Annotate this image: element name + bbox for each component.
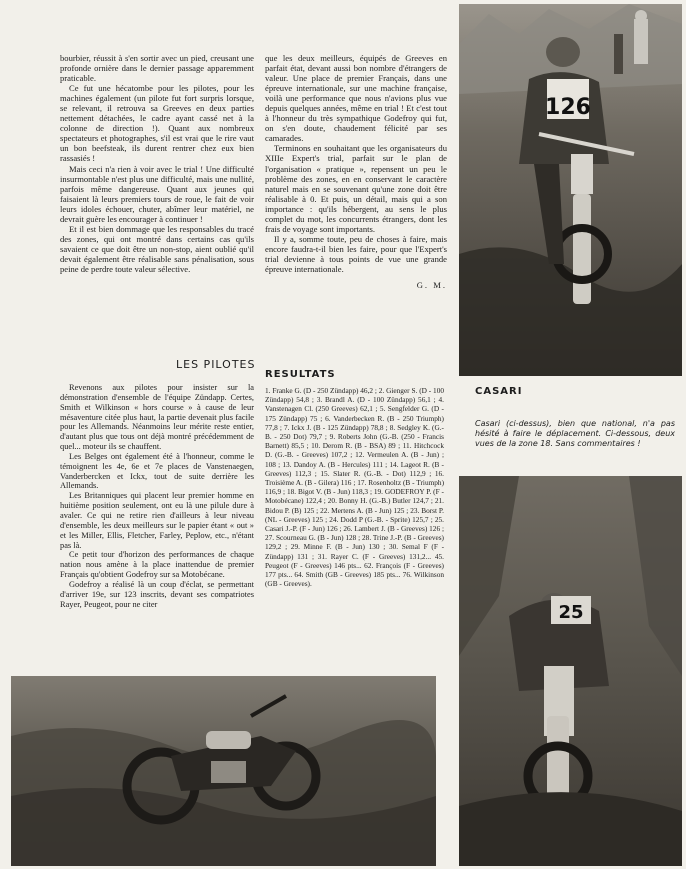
paragraph: Mais ceci n'a rien à voir avec le trial ! Une difficulté insurmontable n'est plus une difficulté, mais une nullité, parfois même dangereuse. Quant aux jeunes qui faisaient là leurs premiers tours de roue, le fait de voir leurs idoles échouer, chuter, abîmer leur matériel, ne devrait guère les encourager à continuer ! [60, 163, 254, 224]
paragraph: Godefroy a réalisé là un coup d'éclat, se permettant d'arriver 19e, sur 123 inscrits, devant ses compatriotes Rayer, Peugeot, pour ne citer [60, 579, 254, 609]
results-list: 1. Franke G. (D - 250 Zündapp) 46,2 ; 2. Gienger S. (D - 100 Zündapp) 54,8 ; 3. Brandl A. (D - 100 Zündapp) 56,1 ; 4. Vanstenagen Cl. (250 Greeves) 62,1 ; 5. Sengfelder G. (D - 175 Zündapp) 75 ; 6. Vanderbecken R. (B - 250 Triumph) 77,8 ; 7. Ickx J. (B - 125 Zündapp) 78,8 ; 8. Sedgley K. (G.-B. - 250 Dot) 79,7 ; 9. Roberts John (G.-B. (250 - Francis Barnett) 85,5 ; 10. Derom R. (B - BSA) 89 ; 11. Hitchcock D. (G.-B. - Greeves) 107,2 ; 12. Vermeulen A. (B - Jun) ; 108 ; 13. Dandoy A. (B - Hercules) 111 ; 14. Lageot R. (B - Greeves) 112,3 ; 15. Slater R. (G.-B. - Dot) 112,9 ; 16. Troisième A. (B - Gilera) 116 ; 17. Rosenholtz (B - Triumph) 116,9 ; 18. Bigot V. (B - Jun) 118,3 ; 19. GODEFROY P. (F - Motobécane) 122,4 ; 20. Bonny H. (G.-B.) Butler 124,7 ; 21. Bidou P. (B) 125 ; 22. Mertens A. (B - Jun) 125 ; 23. Borst P. (NL - Greeves) 125 ; 24. Dodd P (G.-B. - Sprite) 125,7 ; 25. Casari J.-P. (F - Jun) 126 ; 26. Lambert J. (B - Greeves) 126 ; 27. Scourneau G. (B - Jun) 128 ; 28. Trine J.-P. (B - Greeves) 129,2 ; 29. Minne F. (B - Jun) 130 ; 30. Semal F (F - Zündapp) 131 ; 31. Rayer C. (F - Greeves) 131,2... 45. Peugeot (F - Greeves) 146 pts... 62. François (F - Greeves) 177 pts... 64. Smith (GB - Greeves) 185 pts... 76. Wilkinson (GB - Greeves). [265, 386, 444, 589]
paragraph: Terminons en souhaitant que les organisateurs du XIIIe Expert's trial, parfait sur le plan de l'organisation « pratique », repensent un peu le problème des zones, en en conservant le caractère naturel mais en se souvenant qu'une zone doit être réalisable à 0. Et puis, un détail, mais qui a son importance : qu'ils hébergent, au sens le plus complet du mot, les concurrents étrangers, dont les frais de voyage sont importants. [265, 143, 447, 234]
paragraph: Ce fut une hécatombe pour les pilotes, pour les machines également (un pilote fut fort surpris lorsque, se relevant, il retrouva sa Greeves en deux parties nettement détachées, le cadre ayant cassé net à la colonne de direction !). Quant aux nombreux spectateurs et photographes, s'il est vrai que le rire vaut un bon beefsteak, ils durent rentrer chez eux bien rassasiés ! [60, 83, 254, 164]
article-column-2 [265, 53, 447, 290]
article-column-3 [60, 383, 254, 609]
paragraph: bourbier, réussit à s'en sortir avec un pied, creusant une profonde ornière dans le dernier passage apparemment praticable. [60, 53, 254, 84]
paragraph: Et il est bien dommage que les responsables du tracé des zones, qui ont montré dans certains cas qu'ils savaient ce que doit être un non-stop, aient oublié qu'il devait également être réalisable sans pénalisation, sous peine de perdre toute valeur sélective. [60, 223, 254, 274]
paragraph: Ce petit tour d'horizon des performances de chaque nation nous amène à la place inattendue de premier Français qu'obtient Godefroy sur sa Motobécane. [60, 550, 254, 580]
paragraph: Revenons aux pilotes pour insister sur la démonstration d'ensemble de l'équipe Zündapp. Certes, Smith et Wilkinson « hors course » à cause de leur mésaventure citée plus haut, la partie devenait plus facile pour les Allemands. Néanmoins leur mérite reste entier, d'autant plus que tous ont déjà montré précédemment de quel... moteur ils se chauffent. [60, 383, 254, 452]
photo-rider-casari [459, 4, 682, 376]
paragraph: Les Britanniques qui placent leur premier homme en huitième position seulement, ont eu là une pilule dure à avaler. Ce qui ne retire rien d'ailleurs à leur niveau d'ensemble, les deux meilleurs sur le papier étant « out » et les Miller, Ellis, Fletcher, Farley, Peplow, etc., n'étant pas là. [60, 491, 254, 550]
caption-text: Casari (ci-dessus), bien que national, n'a pas hésité à faire le déplacement. Ci-dessous, deux vues de la zone 18. Sans commentaires ! [475, 419, 675, 448]
photo-rider-zone-18 [459, 476, 682, 866]
author-signature: G. M. [416, 280, 447, 291]
photo-fallen-motorcycle [11, 676, 436, 866]
paragraph: Les Belges ont également été à l'honneur, comme le témoignent les 4e, 6e et 7e places de Vanstenaegen, Vanderbercken et Ickx, tout de suite derrière les Allemands. [60, 451, 254, 491]
paragraph: Il y a, somme toute, peu de choses à faire, mais encore faudra-t-il bien les faire, pour que l'Expert's trial devienne à tous points de vue une grande épreuve internationale. [265, 233, 447, 274]
article-column-1 [60, 53, 254, 274]
paragraph: que les deux meilleurs, équipés de Greeves en parfait état, devant aussi bon nombre d'étrangers de valeur. Une place de premier Français, dans une épreuve internationale, sur une machine française, voilà une performance que nous n'avions plus vue depuis quelques années, même en trial ! Et c'est tout à l'honneur du très sympathique Godefroy qui fut, on s'en doute, chaudement félicité par ses camarades. [265, 53, 447, 144]
caption-title: CASARI [475, 386, 523, 397]
section-heading: LES PILOTES [176, 358, 256, 371]
bib-number: 25 [558, 602, 584, 623]
results-heading: RESULTATS [265, 369, 336, 380]
bib-number: 126 [545, 95, 591, 120]
